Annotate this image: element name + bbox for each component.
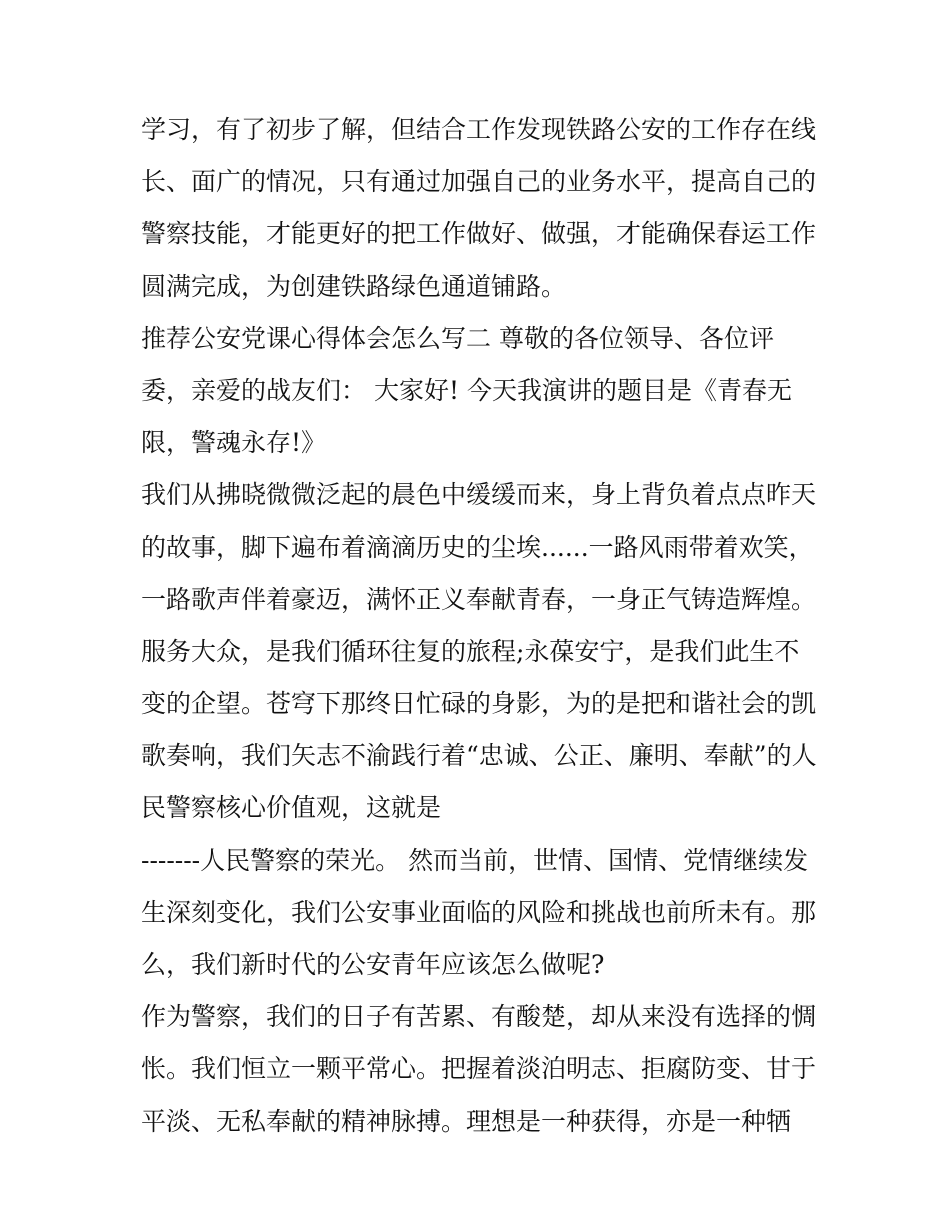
text-line: 我们从拂晓微微泛起的晨色中缓缓而来，身上背负着点点昨天 xyxy=(141,480,817,510)
text-line: 学习，有了初步了解，但结合工作发现铁路公安的工作存在线 xyxy=(141,115,817,144)
text-line: 变的企望。苍穹下那终日忙碌的身影，为的是把和谐社会的凯 xyxy=(141,689,817,719)
text-line: 警察技能，才能更好的把工作做好、做强，才能确保春运工作 xyxy=(141,219,817,249)
text-line: 限，警魂永存!》 xyxy=(141,428,327,458)
text-line: 委，亲爱的战友们： 大家好! 今天我演讲的题目是《青春无 xyxy=(141,375,792,405)
text-line: 生深刻变化，我们公安事业面临的风险和挑战也前所未有。那 xyxy=(141,897,817,927)
text-line: 作为警察，我们的日子有苦累、有酸楚，却从来没有选择的惆 xyxy=(141,1002,817,1032)
text-line: 么，我们新时代的公安青年应该怎么做呢? xyxy=(141,950,605,979)
text-line: 的故事，脚下遍布着滴滴历史的尘埃......一路风雨带着欢笑， xyxy=(141,532,814,562)
document-body xyxy=(141,104,821,1148)
text-line: 一路歌声伴着豪迈，满怀正义奉献青春，一身正气铸造辉煌。 xyxy=(141,584,817,614)
text-line: 圆满完成，为创建铁路绿色通道铺路。 xyxy=(141,271,567,301)
text-line: 歌奏响，我们矢志不渝践行着“忠诚、公正、廉明、奉献”的人 xyxy=(141,741,817,771)
text-line: 怅。我们恒立一颗平常心。把握着淡泊明志、拒腐防变、甘于 xyxy=(141,1054,817,1084)
text-line: 推荐公安党课心得体会怎么写二 尊敬的各位领导、各位评 xyxy=(141,323,774,353)
text-line: 民警察核心价值观，这就是 xyxy=(141,793,442,823)
text-line: -------人民警察的荣光。 然而当前，世情、国情、党情继续发 xyxy=(141,845,809,875)
text-line: 长、面广的情况，只有通过加强自己的业务水平，提高自己的 xyxy=(141,167,817,197)
text-line: 平淡、无私奉献的精神脉搏。理想是一种获得，亦是一种牺 xyxy=(141,1106,792,1136)
text-line: 服务大众，是我们循环往复的旅程;永葆安宁，是我们此生不 xyxy=(141,636,800,666)
